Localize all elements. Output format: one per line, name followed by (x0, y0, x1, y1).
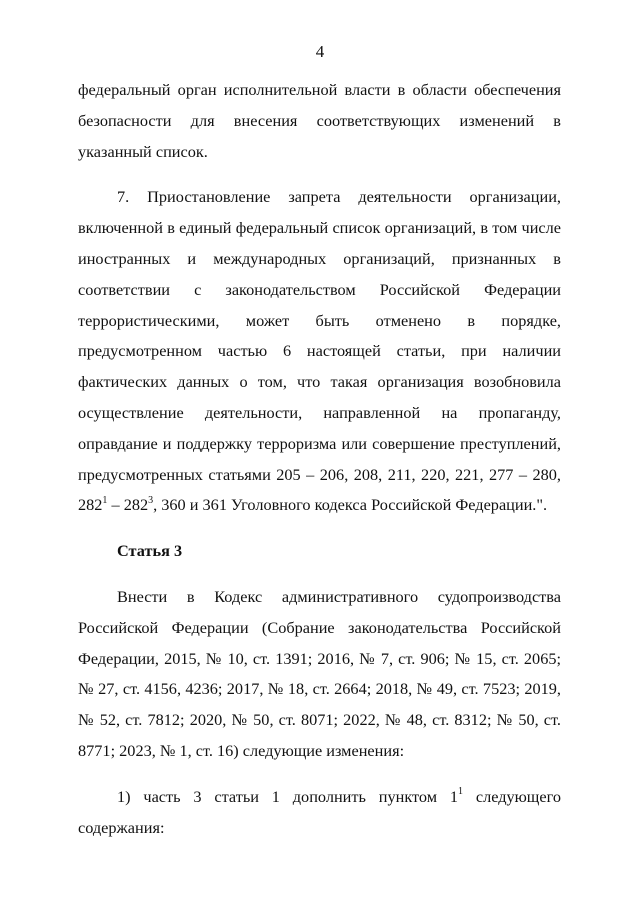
paragraph-item-7 (78, 182, 561, 521)
article-ref-dash-282: – 282 (107, 495, 149, 515)
paragraph-item-1-end: следующего содержания: (78, 786, 561, 837)
paragraph-article-3: Внести в Кодекс административного судопроизводства Российской Федерации (Собрание законодательства Российской Федерации, 2015, № 10, ст. 1391; 2016, № 7, ст. 906; № 15, ст. 2065; № 27, ст. 4156, 4236; 2017, № 18, ст. 2664; 2018, № 49, ст. 7523; 2019, № 52, ст. 7812; 2020, № 50, ст. 8071; 2022, № 48, ст. 8312; № 50, ст. 8771; 2023, № 1, ст. 16) следующие изменения: (78, 586, 561, 760)
superscript-1-item: 1 (458, 786, 464, 798)
document-body (78, 75, 561, 843)
page-number: 4 (315, 42, 325, 61)
article-ref-282-1: 282 (78, 495, 103, 515)
paragraph-item-1 (78, 782, 561, 844)
paragraph-continuation: федеральный орган исполнительной власти в области обеспечения безопасности для внесения соответствующих изменений в указанный список. (78, 80, 561, 161)
paragraph-item-1-text: 1) часть 3 статьи 1 дополнить пунктом 1 (117, 786, 459, 806)
article-heading: Статья 3 (117, 541, 183, 561)
paragraph-item-7-text: 7. Приостановление запрета деятельности организации, включенной в единый федеральный список организаций, в том числе иностранных и международных организаций, признанных в соответствии с законодательством Российской Федерации террористическими, может быть отменено в порядке, предусмотренном частью 6 настоящей статьи, при наличии фактических данных о том, что такая организация возобновила осуществление деятельности, направленной на пропаганду, оправдание и поддержку терроризма или совершение преступлений, предусмотренных статьями 205 – 206, 208, 211, 220, 221, 277 – 280, (78, 187, 561, 484)
superscript-3: 3 (148, 494, 154, 506)
paragraph-item-7-end: , 360 и 361 Уголовного кодекса Российской Федерации.". (153, 495, 548, 515)
superscript-1: 1 (102, 494, 108, 506)
